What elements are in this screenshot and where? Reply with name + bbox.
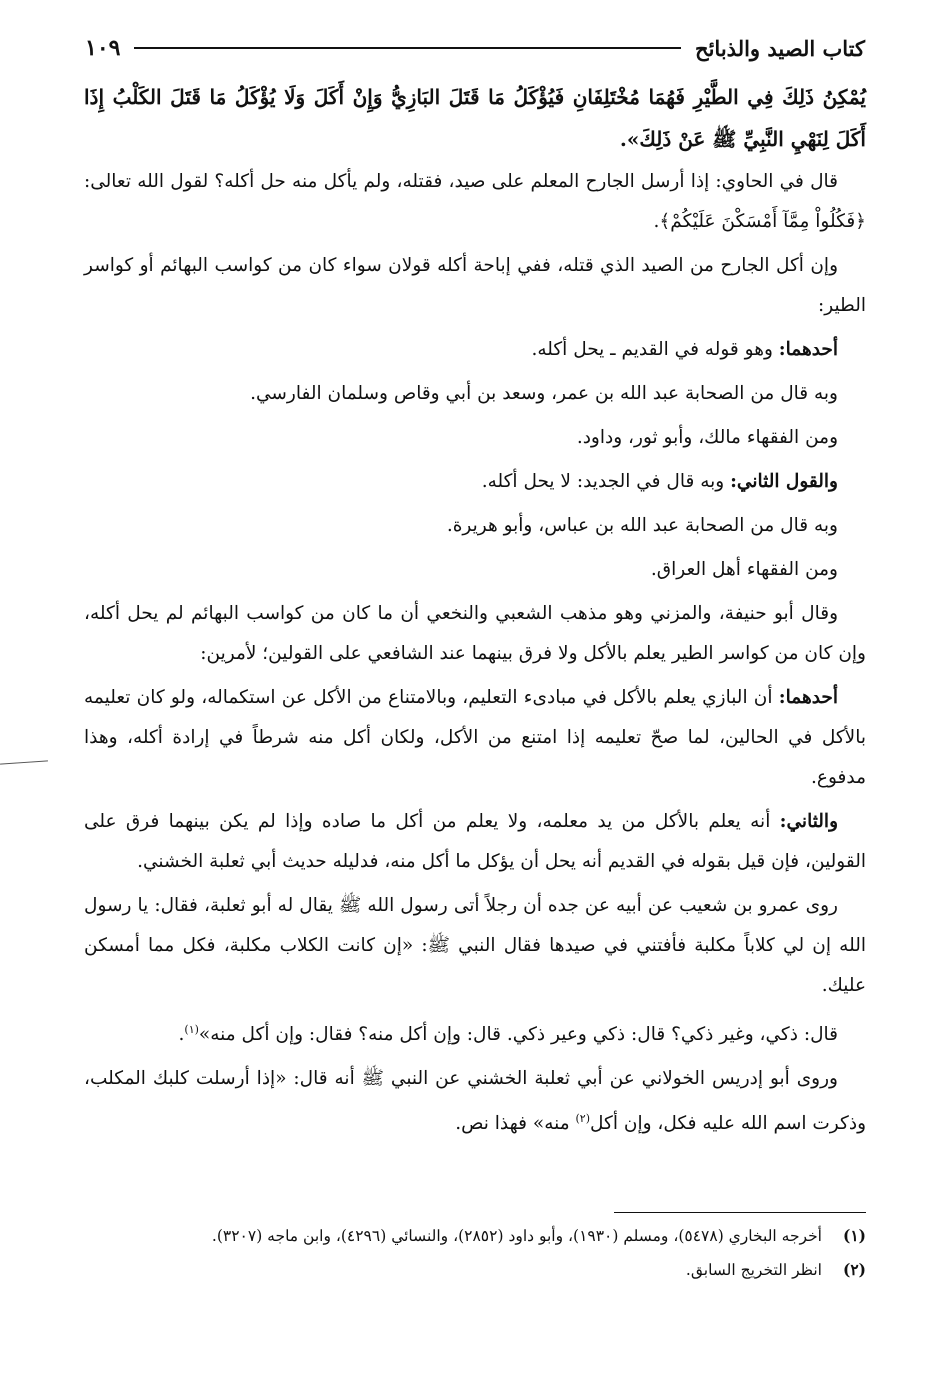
paragraph-text: قال: ذكي، وغير ذكي؟ قال: ذكي وعير ذكي. قال: وإن أكل منه؟ فقال: وإن أكل منه»	[198, 1024, 838, 1046]
paragraph	[84, 1010, 866, 1055]
chapter-title: كتاب الصيد والذبائح	[695, 35, 865, 61]
footnote-number: (١)	[842, 1226, 866, 1245]
paragraph-text: ومن الفقهاء مالك، وأبو ثور، وداود.	[576, 427, 838, 448]
paragraph	[84, 418, 866, 458]
paragraph-text: وبه قال من الصحابة عبد الله بن عباس، وأبو هريرة.	[446, 515, 838, 536]
paragraph-text: وإن أكل الجارح من الصيد الذي قتله، ففي إباحة أكله قولان سواء كان من كواسب البهائم أو كواسر الطير:	[84, 255, 866, 316]
paragraph	[84, 374, 866, 414]
running-header	[85, 28, 865, 68]
paragraph-text: يُمْكِنُ ذَلِكَ فِي الطَّيْرِ فَهُمَا مُخْتَلِفَانِ فَيُؤْكَلُ مَا قَتَلَ البَازِيُّ وَإِنْ أَكَلَ وَلَا يُؤْكَلُ مَا قَتَلَ الكَلْبُ إِذَا أَكَلَ لِنَهْيِ النَّبِيِّ ﷺ عَنْ ذَلِكَ».	[84, 85, 866, 151]
paragraph	[84, 330, 866, 370]
footnote-rule	[614, 1212, 866, 1213]
paragraph-lead: والثاني:	[779, 811, 838, 832]
margin-mark	[0, 760, 48, 764]
footnote-ref[interactable]: (٢)	[575, 1112, 591, 1126]
paragraph	[84, 76, 866, 160]
paragraph	[84, 594, 866, 674]
footnote	[84, 1222, 866, 1250]
paragraph	[84, 678, 866, 798]
paragraph-lead: أحدهما:	[778, 687, 838, 708]
footnote-ref[interactable]: (١)	[184, 1023, 199, 1036]
page-number: ١٠٩	[85, 35, 121, 61]
paragraph-text: قال في الحاوي: إذا أرسل الجارح المعلم على صيد، فقتله، ولم يأكل منه حل أكله؟ لقول الله تعالى: ﴿فَكُلُواْ مِمَّآ أَمْسَكْنَ عَلَيْكُمْ﴾.	[84, 171, 866, 232]
footnote-text: انظر التخريج السابق.	[685, 1261, 822, 1279]
main-text	[84, 76, 866, 1148]
paragraph-lead: والقول الثاني:	[730, 471, 838, 492]
footnote	[84, 1256, 866, 1284]
paragraph-tail: .	[178, 1024, 185, 1046]
paragraph-text: وبه قال من الصحابة عبد الله بن عمر، وسعد بن أبي وقاص وسلمان الفارسي.	[250, 383, 838, 404]
paragraph	[84, 506, 866, 546]
paragraph-text: وقال أبو حنيفة، والمزني وهو مذهب الشعبي والنخعي أن ما كان من كواسب البهائم لم يحل أكله، وإن كان من كواسر الطير يعلم بالأكل ولا فرق بينهما عند الشافعي على القولين؛ لأمرين:	[84, 603, 866, 664]
paragraph	[84, 886, 866, 1006]
paragraph-lead: أحدهما:	[778, 339, 838, 360]
paragraph	[84, 1059, 866, 1144]
paragraph-text: وروى أبو إدريس الخولاني عن أبي ثعلبة الخشني عن النبي ﷺ أنه قال: «إذا أرسلت كلبك المكلب، وذكرت اسم الله عليه فكل، وإن أكل	[84, 1068, 866, 1135]
paragraph-text: ومن الفقهاء أهل العراق.	[650, 559, 838, 580]
footnote-number: (٢)	[842, 1260, 866, 1279]
footnotes	[84, 1222, 866, 1290]
paragraph-text: أنه يعلم بالأكل من يد معلمه، ولا يعلم من أكل ما صاده وإذا لم يكن بينهما فرق على القولين، فإن قيل بقوله في القديم أنه يحل أن يؤكل ما أكل منه، فدليله حديث أبي ثعلبة الخشني.	[84, 811, 866, 872]
paragraph-text: وبه قال في الجديد: لا يحل أكله.	[481, 471, 725, 492]
paragraph	[84, 462, 866, 502]
paragraph	[84, 162, 866, 242]
paragraph	[84, 550, 866, 590]
footnote-text: أخرجه البخاري (٥٤٧٨)، ومسلم (١٩٣٠)، وأبو داود (٢٨٥٢)، والنسائي (٤٢٩٦)، وابن ماجه (٣٢٠٧).	[211, 1227, 822, 1245]
paragraph	[84, 802, 866, 882]
paragraph-text: روى عمرو بن شعيب عن أبيه عن جده أن رجلاً أتى رسول الله ﷺ يقال له أبو ثعلبة، فقال: يا رسول الله إن لي كلاباً مكلبة فأفتني في صيدها فقال النبي ﷺ: «إن كانت الكلاب مكلبة، فكل مما أمسكن عليك.	[84, 895, 866, 996]
header-rule	[134, 47, 681, 49]
paragraph-text: أن البازي يعلم بالأكل في مبادىء التعليم، وبالامتناع من الأكل عن استكماله، ولو كان تعليمه بالأكل في الحالين، لما صحّ تعليمه إذا امتنع من الأكل، ولكان أكل منه شرطاً في إرادة أكله، وهذا مدفوع.	[84, 687, 866, 788]
paragraph-text: وهو قوله في القديم ـ يحل أكله.	[531, 339, 773, 360]
paragraph-tail: منه» فهذا نص.	[455, 1113, 576, 1135]
paragraph	[84, 246, 866, 326]
